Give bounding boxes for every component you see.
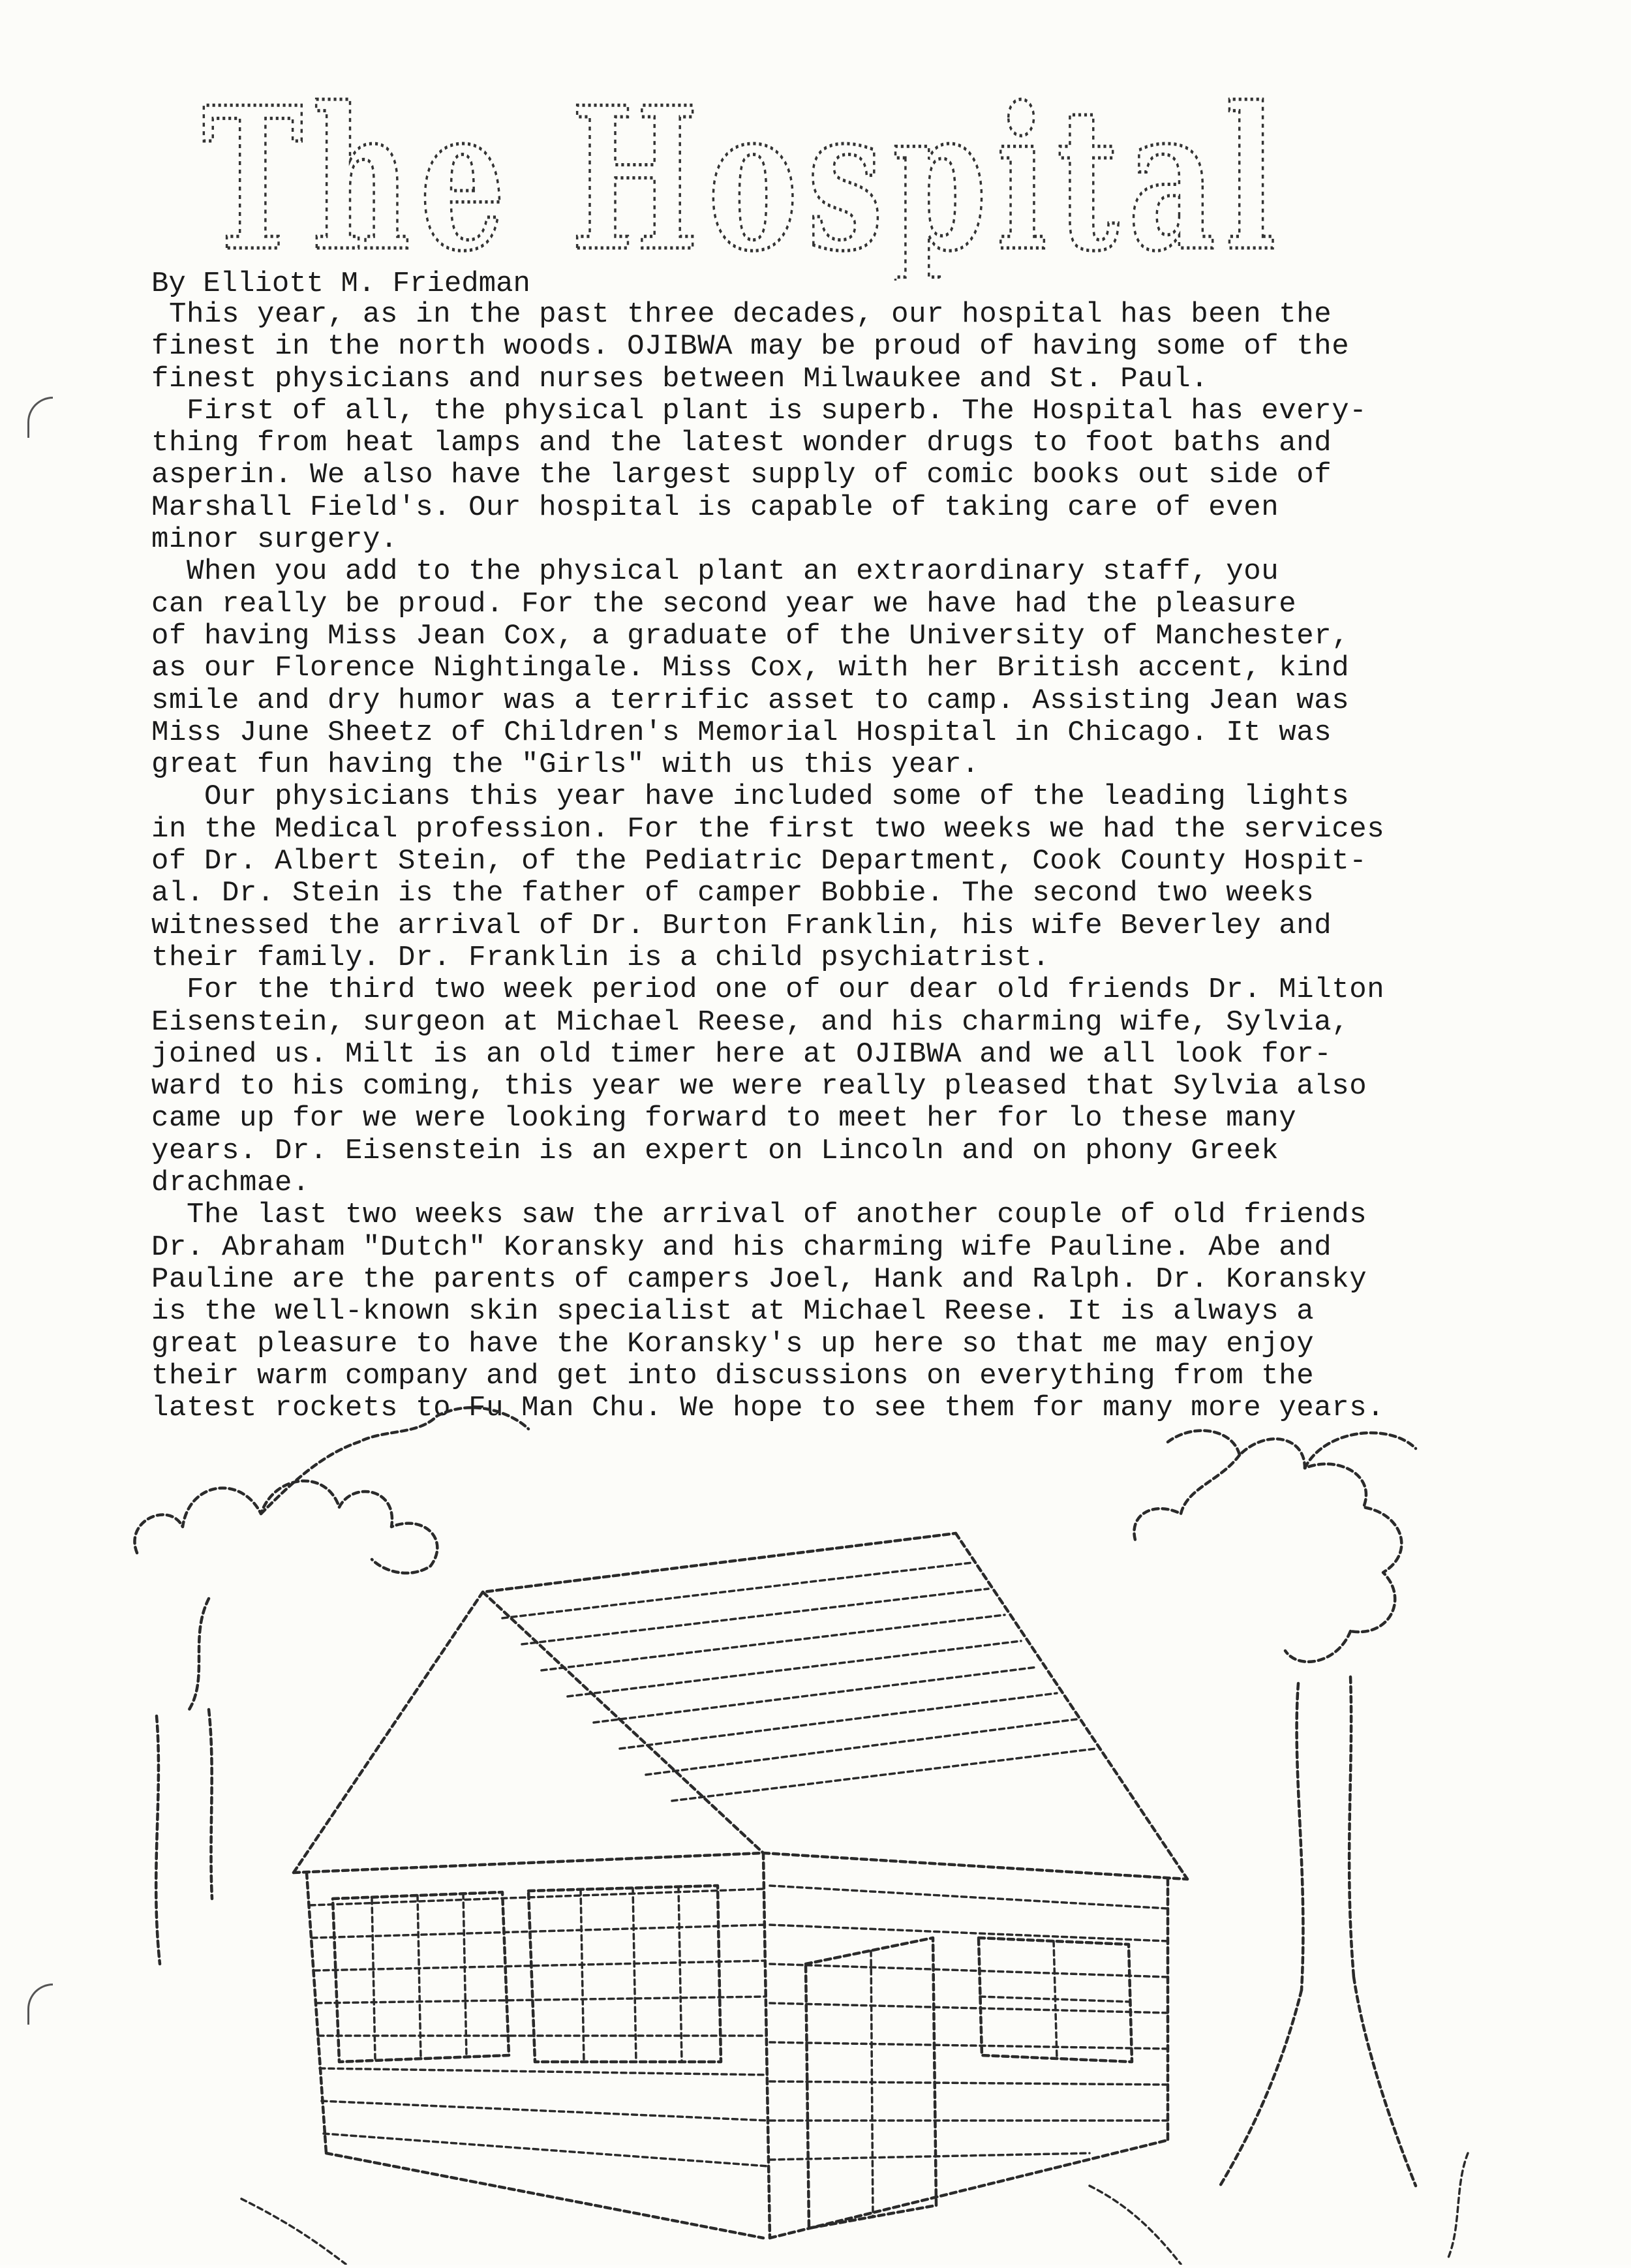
article-line: minor surgery.: [151, 523, 399, 557]
article-line: When you add to the physical plant an extraordinary staff, you: [151, 555, 1279, 589]
article-line: finest physicians and nurses between Milwaukee and St. Paul.: [151, 362, 1209, 395]
article-line: of having Miss Jean Cox, a graduate of the University of Manchester,: [151, 619, 1350, 652]
article-line: First of all, the physical plant is superb. The Hospital has every-: [151, 394, 1367, 427]
article-line: Eisenstein, surgeon at Michael Reese, and his charming wife, Sylvia,: [151, 1005, 1350, 1039]
article-line: The last two weeks saw the arrival of another couple of old friends: [151, 1199, 1367, 1232]
article-line: ward to his coming, this year we were really pleased that Sylvia also: [151, 1070, 1367, 1103]
article-line: Marshall Field's. Our hospital is capable of taking care of even: [151, 491, 1279, 524]
article-line: Miss June Sheetz of Children's Memorial Hospital in Chicago. It was: [151, 716, 1332, 749]
cabin-sketch: [111, 1403, 1546, 2265]
article-line: thing from heat lamps and the latest wonder drugs to foot baths and: [151, 427, 1332, 460]
article-line: great fun having the "Girls" with us this year.: [151, 748, 980, 782]
article-line: For the third two week period one of our dear old friends Dr. Milton: [151, 973, 1385, 1007]
page-title-text: The Hospital: [202, 85, 1285, 281]
article-line: Pauline are the parents of campers Joel, Hank and Ralph. Dr. Koransky: [151, 1263, 1367, 1296]
article-line: came up for we were looking forward to meet her for lo these many: [151, 1102, 1297, 1135]
article-line: years. Dr. Eisenstein is an expert on Lincoln and on phony Greek: [151, 1134, 1279, 1167]
article-line: smile and dry humor was a terrific asset to camp. Assisting Jean was: [151, 684, 1350, 717]
article-line: witnessed the arrival of Dr. Burton Franklin, his wife Beverley and: [151, 909, 1332, 942]
binder-hole-mark: [27, 397, 53, 438]
article-line: of Dr. Albert Stein, of the Pediatric Department, Cook County Hospit-: [151, 845, 1367, 878]
article-line: This year, as in the past three decades, our hospital has been the: [151, 298, 1332, 331]
article-line: Our physicians this year have included some of the leading lights: [151, 780, 1350, 814]
article-body: [151, 299, 1534, 1424]
article-line: finest in the north woods. OJIBWA may be proud of having some of the: [151, 330, 1350, 363]
article-line: Dr. Abraham "Dutch" Koransky and his charming wife Pauline. Abe and: [151, 1231, 1332, 1264]
article-line: in the Medical profession. For the first two weeks we had the services: [151, 812, 1385, 846]
article-line: drachmae.: [151, 1167, 311, 1200]
byline: By Elliott M. Friedman: [151, 268, 530, 300]
article-line: is the well-known skin specialist at Michael Reese. It is always a: [151, 1295, 1315, 1328]
article-line: as our Florence Nightingale. Miss Cox, with her British accent, kind: [151, 652, 1350, 685]
article-line: great pleasure to have the Koransky's up here so that me may enjoy: [151, 1327, 1315, 1360]
article-line: their family. Dr. Franklin is a child psychiatrist.: [151, 941, 1050, 974]
article-line: can really be proud. For the second year we have had the pleasure: [151, 587, 1297, 621]
binder-hole-mark: [27, 1984, 53, 2025]
article-line: their warm company and get into discussions on everything from the: [151, 1359, 1315, 1392]
article-line: asperin. We also have the largest supply of comic books out side of: [151, 459, 1332, 492]
article-line: joined us. Milt is an old timer here at OJIBWA and we all look for-: [151, 1037, 1332, 1071]
page-title: [196, 85, 1305, 281]
cabin-illustration: [111, 1403, 1546, 2265]
article-line: latest rockets to Fu Man Chu. We hope to see them for many more years.: [151, 1392, 1385, 1425]
article-line: al. Dr. Stein is the father of camper Bobbie. The second two weeks: [151, 877, 1315, 910]
